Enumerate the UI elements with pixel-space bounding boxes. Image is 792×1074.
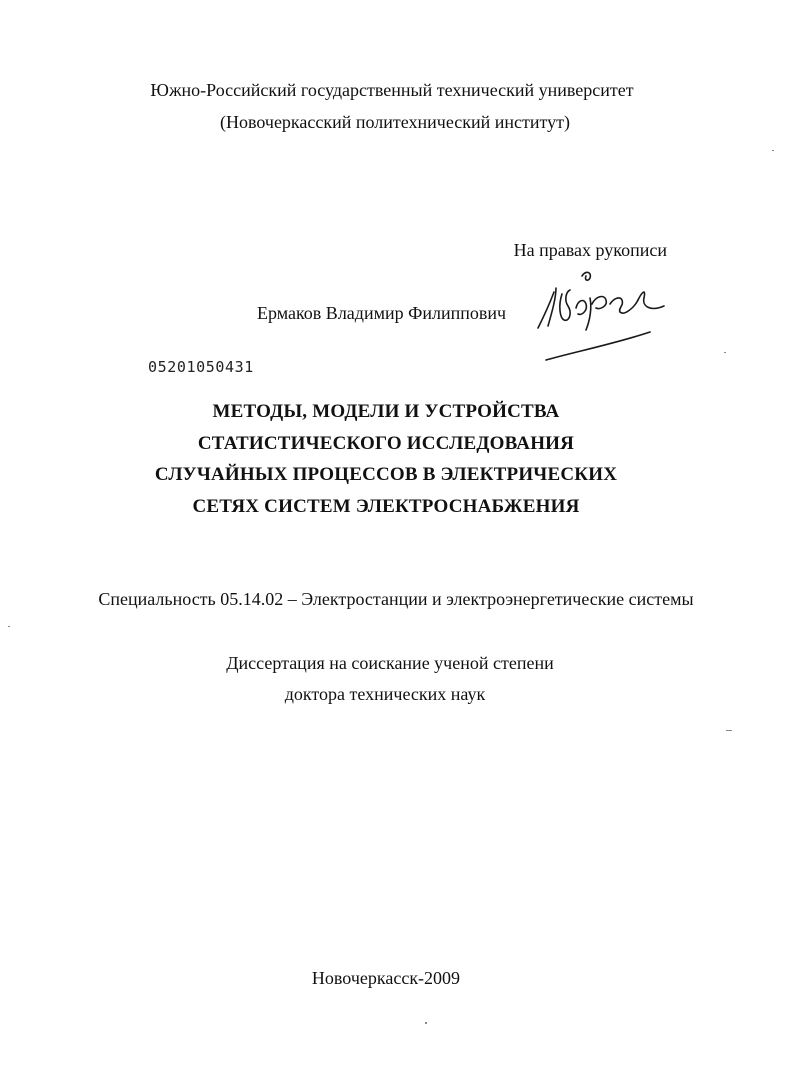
university-name: Южно-Российский государственный технический университет (150, 80, 634, 100)
title-line: СЛУЧАЙНЫХ ПРОЦЕССОВ В ЭЛЕКТРИЧЕСКИХ (154, 464, 618, 485)
scan-speck (772, 150, 774, 151)
specialty: Специальность 05.14.02 – Электростанции и электроэнергетические системы (98, 589, 694, 609)
scan-speck (425, 1022, 427, 1024)
author-name: Ермаков Владимир Филиппович (257, 303, 507, 323)
signature-image (534, 268, 674, 368)
scan-speck (726, 730, 732, 731)
degree-line-2: доктора технических наук (284, 684, 486, 704)
scan-speck (8, 626, 10, 627)
title-line: СЕТЯХ СИСТЕМ ЭЛЕКТРОСНАБЖЕНИЯ (192, 495, 580, 517)
institute-name: (Новочеркасский политехнический институт) (219, 112, 571, 132)
manuscript-note: На правах рукописи (513, 240, 667, 260)
catalog-number: 05201050431 (148, 358, 254, 376)
place-year: Новочеркасск-2009 (311, 968, 461, 988)
title-line: СТАТИСТИЧЕСКОГО ИССЛЕДОВАНИЯ (197, 432, 575, 454)
degree-line-1: Диссертация на соискание ученой степени (226, 653, 554, 673)
title-line: МЕТОДЫ, МОДЕЛИ И УСТРОЙСТВА (212, 401, 560, 422)
dissertation-title (0, 396, 772, 522)
scan-speck (724, 352, 726, 353)
